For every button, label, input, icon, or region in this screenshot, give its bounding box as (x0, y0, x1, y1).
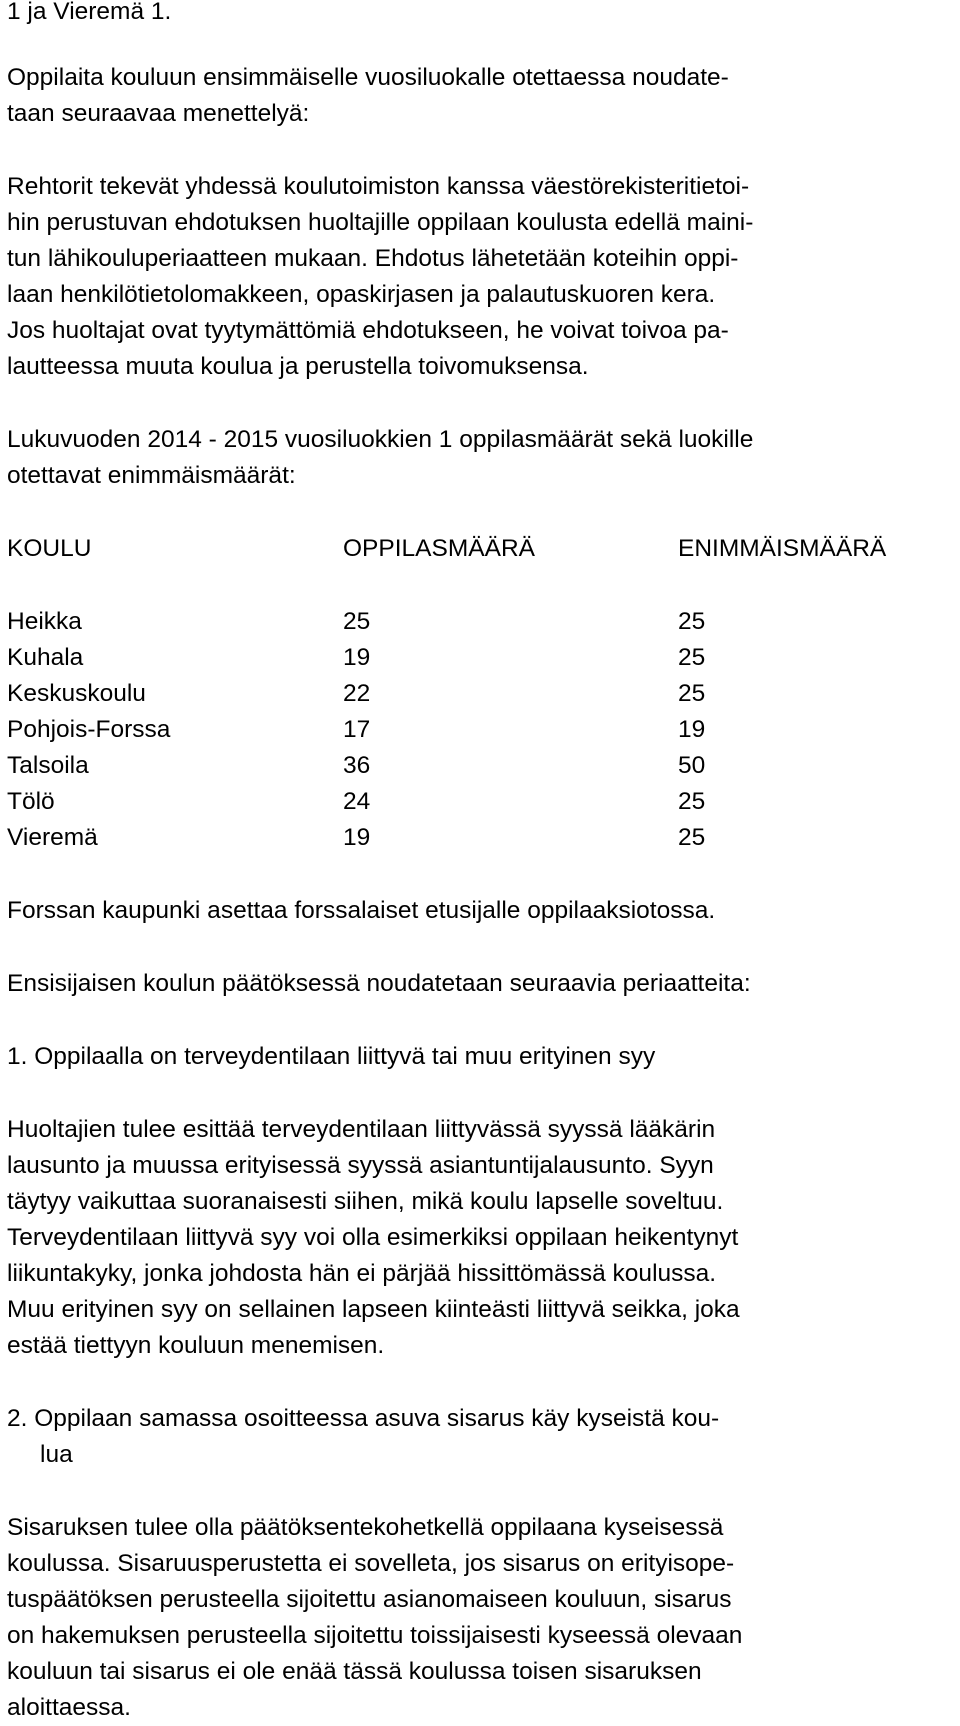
procedure-line: lautteessa muuta koulua ja perustella toivomuksensa. (7, 353, 589, 380)
principle-1-heading: 1. Oppilaalla on terveydentilaan liittyvä tai muu erityinen syy (7, 1043, 656, 1070)
table-intro-line: Lukuvuoden 2014 - 2015 vuosiluokkien 1 oppilasmäärät sekä luokille (7, 426, 754, 453)
principle-1-line: Muu erityinen syy on sellainen lapseen kiinteästi liittyvä seikka, joka (7, 1296, 740, 1323)
intro-paragraph (7, 60, 952, 132)
principle-1-line: täytyy vaikuttaa suoranaisesti siihen, mikä koulu lapselle soveltuu. (7, 1188, 724, 1215)
school-name: Heikka (7, 608, 82, 635)
school-name: Vieremä (7, 824, 98, 851)
principle-2-line: on hakemuksen perusteella sijoitettu toissijaisesti kyseessä olevaan (7, 1622, 743, 1649)
max-count: 19 (678, 716, 706, 743)
max-count: 25 (678, 644, 706, 671)
principle-1-line: lausunto ja muussa erityisessä syyssä asiantuntijalausunto. Syyn (7, 1152, 714, 1179)
pupil-count: 25 (343, 608, 371, 635)
procedure-line: Jos huoltajat ovat tyytymättömiä ehdotukseen, he voivat toivoa pa- (7, 317, 729, 344)
document-page (7, 0, 952, 1726)
procedure-paragraph (7, 169, 952, 385)
principles-intro: Ensisijaisen koulun päätöksessä noudatetaan seuraavia periaatteita: (7, 970, 751, 997)
table-intro-paragraph (7, 422, 952, 494)
school-table (7, 531, 952, 856)
pupil-count: 19 (343, 824, 371, 851)
table-row (7, 712, 952, 748)
pupil-count: 24 (343, 788, 371, 815)
top-fragment: 1 ja Vieremä 1. (7, 0, 172, 25)
pupil-count: 17 (343, 716, 371, 743)
procedure-line: hin perustuvan ehdotuksen huoltajille oppilaan koulusta edellä maini- (7, 209, 754, 236)
max-count: 50 (678, 752, 706, 779)
principle-2-heading-continued: lua (40, 1441, 73, 1468)
school-name: Kuhala (7, 644, 84, 671)
principle-2-line: kouluun tai sisarus ei ole enää tässä koulussa toisen sisaruksen (7, 1658, 702, 1685)
table-row (7, 820, 952, 856)
max-count: 25 (678, 680, 706, 707)
pupil-count: 22 (343, 680, 371, 707)
header-max-count: ENIMMÄISMÄÄRÄ (678, 535, 887, 562)
principle-1-line: Terveydentilaan liittyvä syy voi olla esimerkiksi oppilaan heikentynyt (7, 1224, 739, 1251)
table-row (7, 604, 952, 640)
pupil-count: 19 (343, 644, 371, 671)
max-count: 25 (678, 788, 706, 815)
pupil-count: 36 (343, 752, 371, 779)
procedure-line: tun lähikouluperiaatteen mukaan. Ehdotus lähetetään koteihin oppi- (7, 245, 739, 272)
principle-2 (7, 1401, 952, 1726)
principle-1 (7, 1039, 952, 1364)
principle-2-line: aloittaessa. (7, 1694, 131, 1721)
header-pupil-count: OPPILASMÄÄRÄ (343, 535, 535, 562)
header-school: KOULU (7, 535, 92, 562)
principle-1-line: estää tiettyyn kouluun menemisen. (7, 1332, 385, 1359)
table-row (7, 748, 952, 784)
principle-1-line: liikuntakyky, jonka johdosta hän ei pärjää hissittömässä koulussa. (7, 1260, 717, 1287)
max-count: 25 (678, 608, 706, 635)
procedure-line: laan henkilötietolomakkeen, opaskirjasen ja palautuskuoren kera. (7, 281, 716, 308)
school-name: Tölö (7, 788, 55, 815)
table-row (7, 784, 952, 820)
intro-line: Oppilaita kouluun ensimmäiselle vuosiluokalle otettaessa noudate- (7, 64, 729, 91)
table-row (7, 676, 952, 712)
principle-2-heading: 2. Oppilaan samassa osoitteessa asuva sisarus käy kyseistä kou- (7, 1405, 720, 1432)
principle-1-line: Huoltajien tulee esittää terveydentilaan liittyvässä syyssä lääkärin (7, 1116, 716, 1143)
max-count: 25 (678, 824, 706, 851)
school-name: Pohjois-Forssa (7, 716, 171, 743)
principle-2-line: Sisaruksen tulee olla päätöksentekohetkellä oppilaana kyseisessä (7, 1514, 724, 1541)
school-name: Keskuskoulu (7, 680, 146, 707)
principle-2-line: tuspäätöksen perusteella sijoitettu asianomaiseen kouluun, sisarus (7, 1586, 732, 1613)
principle-2-line: koulussa. Sisaruusperustetta ei sovelleta, jos sisarus on erityisope- (7, 1550, 735, 1577)
procedure-line: Rehtorit tekevät yhdessä koulutoimiston kanssa väestörekisteritietoi- (7, 173, 750, 200)
intro-line: taan seuraavaa menettelyä: (7, 100, 310, 127)
table-header (7, 531, 952, 567)
priority-note: Forssan kaupunki asettaa forssalaiset etusijalle oppilaaksiotossa. (7, 897, 716, 924)
table-row (7, 640, 952, 676)
table-intro-line: otettavat enimmäismäärät: (7, 462, 296, 489)
school-name: Talsoila (7, 752, 89, 779)
